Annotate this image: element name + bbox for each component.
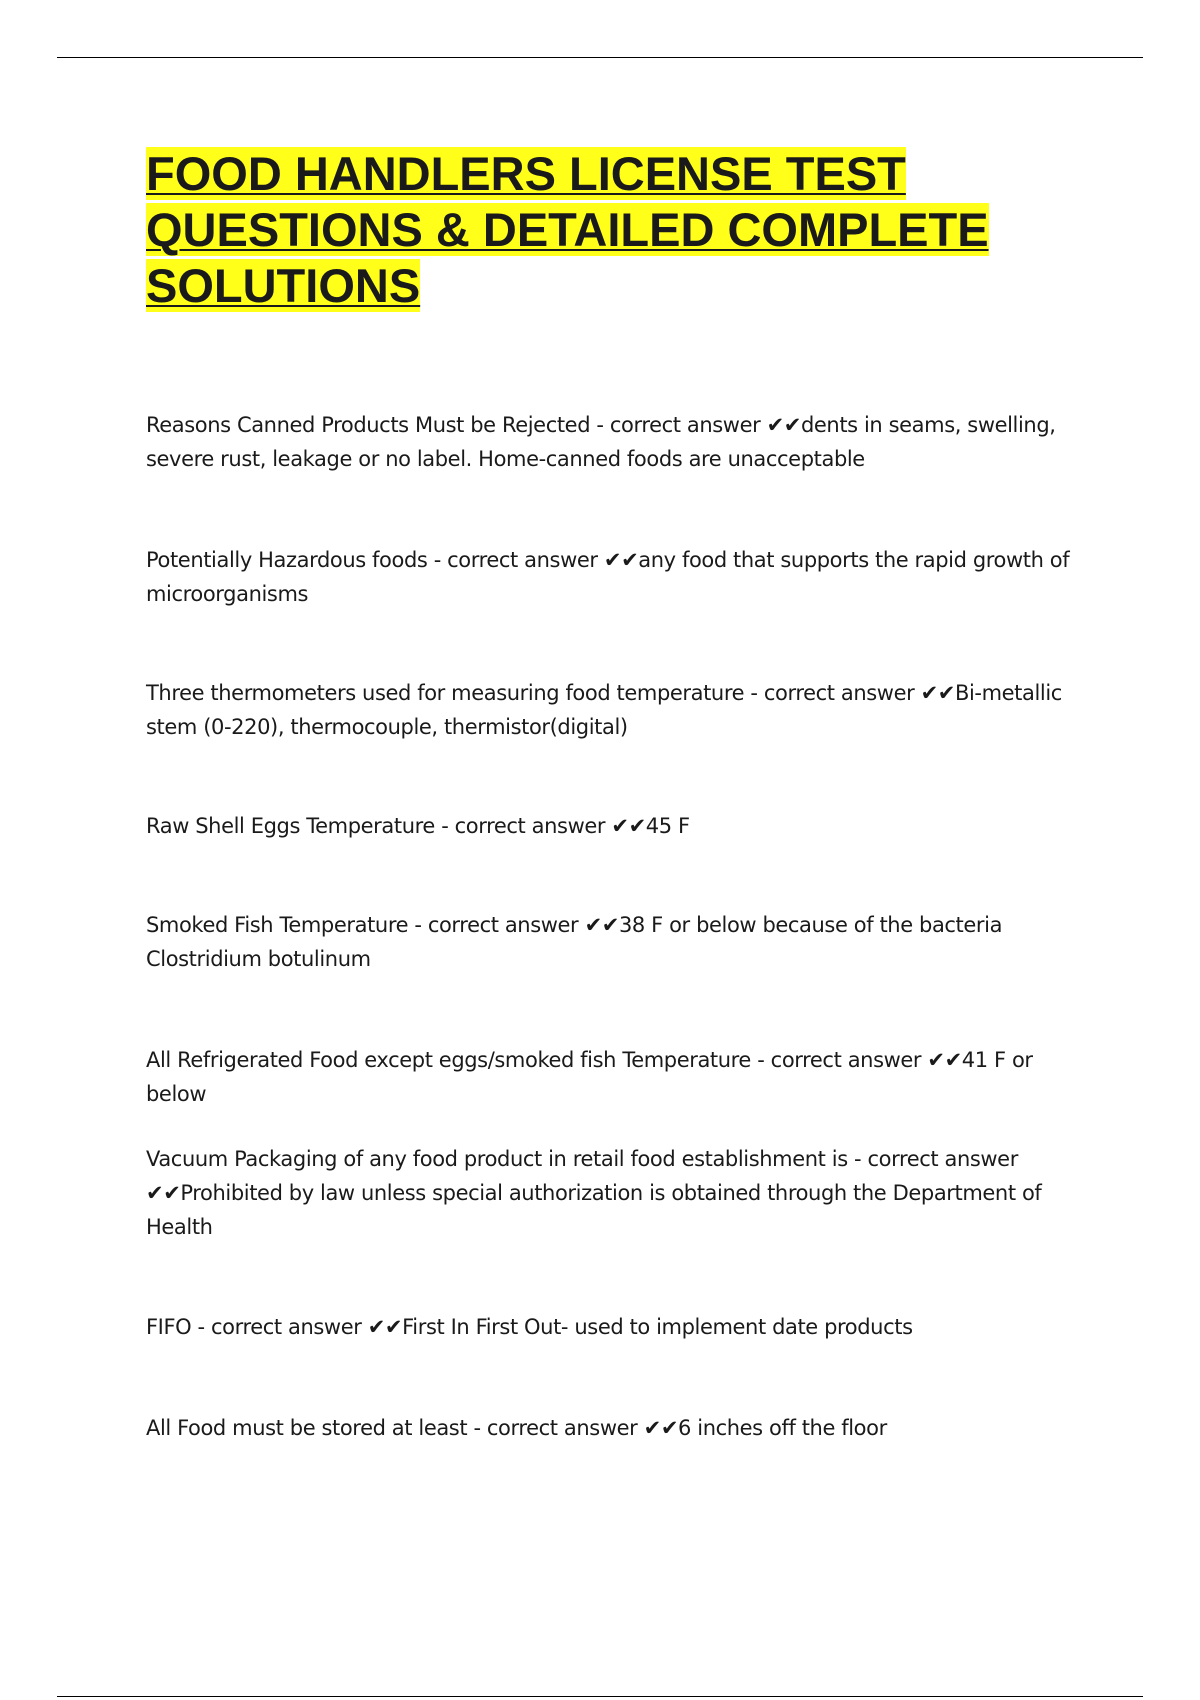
qa-item-vacuum-packaging: Vacuum Packaging of any food product in retail food establishment is - correct answer ✔✔Prohibited by law unless special authorization is obtained through the Department of Health	[146, 1147, 1042, 1239]
qa-item-fifo: FIFO - correct answer ✔✔First In First Out- used to implement date products	[146, 1315, 913, 1339]
document-title-text: FOOD HANDLERS LICENSE TEST QUESTIONS & DETAILED COMPLETE SOLUTIONS	[146, 147, 989, 312]
qa-item-canned-products: Reasons Canned Products Must be Rejected - correct answer ✔✔dents in seams, swelling, severe rust, leakage or no label. Home-canned foods are unacceptable	[146, 413, 1056, 471]
top-divider	[57, 57, 1143, 58]
qa-item-shell-eggs: Raw Shell Eggs Temperature - correct answer ✔✔45 F	[146, 814, 690, 838]
qa-item-potentially-hazardous: Potentially Hazardous foods - correct answer ✔✔any food that supports the rapid growth of microorganisms	[146, 548, 1070, 606]
qa-item-smoked-fish: Smoked Fish Temperature - correct answer ✔✔38 F or below because of the bacteria Clostridium botulinum	[146, 913, 1003, 971]
qa-item-thermometers: Three thermometers used for measuring food temperature - correct answer ✔✔Bi-metallic stem (0-220), thermocouple, thermistor(digital)	[146, 681, 1062, 739]
qa-item-storage-height: All Food must be stored at least - correct answer ✔✔6 inches off the floor	[146, 1416, 887, 1440]
qa-item-refrigerated-food: All Refrigerated Food except eggs/smoked fish Temperature - correct answer ✔✔41 F or below	[146, 1048, 1033, 1106]
document-title	[146, 146, 1086, 314]
bottom-divider	[57, 1696, 1143, 1697]
